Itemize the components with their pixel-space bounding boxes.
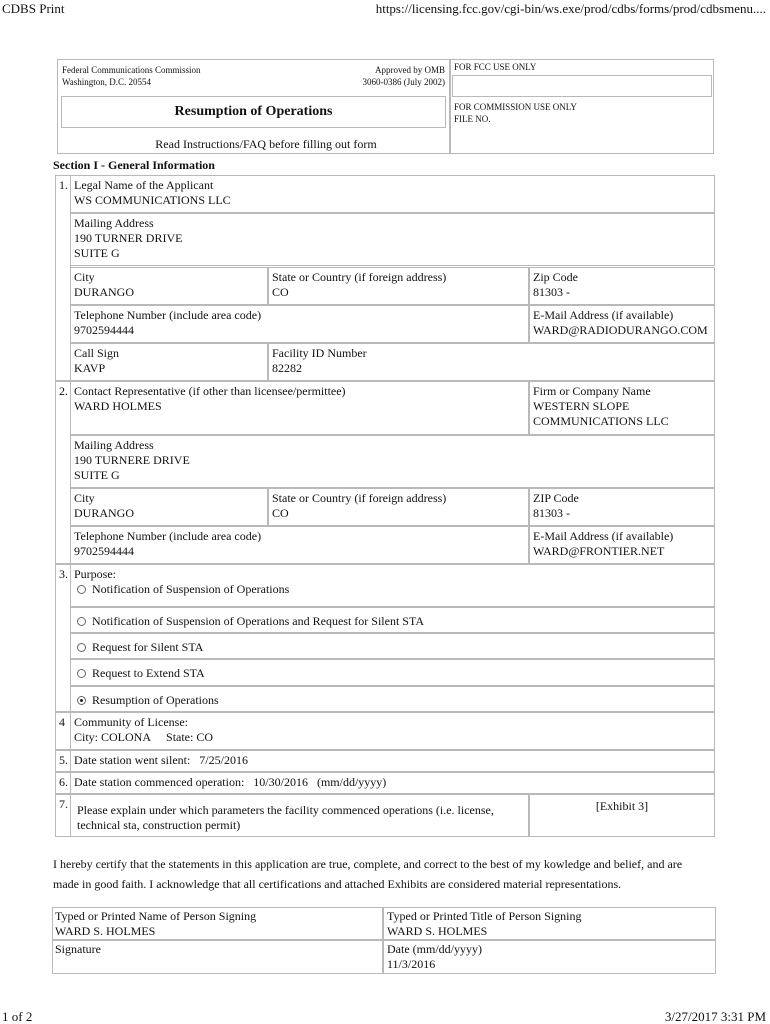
community-values	[74, 730, 711, 745]
contact-mailing-cell	[70, 435, 715, 488]
contact-zip-value: 81303 -	[533, 506, 570, 520]
contact-zip-label: ZIP Code	[533, 491, 579, 505]
certification-line1: I hereby certify that the statements in this application are true, complete, and correct to the best of my kowledge and belief, and are	[53, 857, 683, 871]
purpose-option-3-cell[interactable]	[70, 633, 715, 659]
signature-cell	[52, 940, 383, 974]
print-header-url: https://licensing.fcc.gov/cgi-bin/ws.exe/prod/cdbs/forms/prod/cdbsmenu....	[375, 1, 766, 16]
date-value: 11/3/2016	[387, 957, 436, 971]
signer-name-cell	[52, 907, 383, 940]
purpose-option-1[interactable]	[74, 582, 711, 597]
community-city: City: COLONA	[74, 730, 152, 744]
form-title: Resumption of Operations	[174, 104, 333, 119]
file-no-label: FILE NO.	[454, 114, 491, 124]
contact-email-value: WARD@FRONTIER.NET	[533, 544, 665, 558]
contact-mailing-line1: 190 TURNERE DRIVE	[74, 453, 190, 467]
facility-cell	[268, 343, 715, 381]
contact-zip-cell	[529, 488, 715, 526]
zip-value: 81303 -	[533, 285, 570, 299]
purpose-label: Purpose:	[74, 567, 116, 581]
contact-mailing-label: Mailing Address	[74, 438, 154, 452]
signer-title-cell	[383, 907, 716, 940]
print-header-title: CDBS Print	[2, 1, 65, 16]
contact-value: WARD HOLMES	[74, 399, 162, 413]
explain-line2: technical sta, construction permit)	[77, 818, 241, 832]
mailing-address-line1: 190 TURNER DRIVE	[74, 231, 183, 245]
signer-name-value: WARD S. HOLMES	[55, 924, 156, 938]
date-label: Date (mm/dd/yyyy)	[387, 942, 482, 956]
mailing-address-cell	[70, 213, 715, 266]
phone-value: 9702594444	[74, 323, 134, 337]
city-label: City	[74, 270, 95, 284]
item-number-3: 3.	[55, 564, 71, 712]
purpose-option-2-label: Notification of Suspension of Operations and Request for Silent STA	[92, 614, 424, 628]
contact-phone-label: Telephone Number (include area code)	[74, 529, 262, 543]
community-state: State: CO	[166, 730, 214, 744]
purpose-option-4-label: Request to Extend STA	[92, 666, 205, 680]
purpose-option-3-label: Request for Silent STA	[92, 640, 204, 654]
date-cell	[383, 940, 716, 974]
agency-address: Washington, D.C. 20554	[62, 77, 152, 87]
purpose-cell	[70, 564, 715, 607]
mailing-address-line2: SUITE G	[74, 246, 120, 260]
omb-approval: Approved by OMB	[375, 65, 445, 75]
contact-email-cell	[529, 526, 715, 564]
callsign-value: KAVP	[74, 361, 106, 375]
section-heading: Section I - General Information	[53, 158, 215, 172]
contact-cell	[70, 381, 529, 435]
explain-line1: Please explain under which parameters the facility commenced operations (i.e. license,	[77, 803, 494, 817]
item-number-4: 4	[55, 712, 71, 750]
purpose-radio-2[interactable]	[77, 617, 86, 626]
contact-phone-value: 9702594444	[74, 544, 134, 558]
firm-value-line2: COMMUNICATIONS LLC	[533, 414, 669, 428]
exhibit-cell	[529, 794, 715, 837]
email-label: E-Mail Address (if available)	[533, 308, 674, 322]
purpose-radio-4[interactable]	[77, 669, 86, 678]
legal-name-label: Legal Name of the Applicant	[74, 178, 214, 192]
firm-value-line1: WESTERN SLOPE	[533, 399, 630, 413]
contact-city-cell	[70, 488, 268, 526]
city-cell	[70, 267, 268, 305]
facility-label: Facility ID Number	[272, 346, 367, 360]
purpose-option-5-label: Resumption of Operations	[92, 693, 219, 707]
phone-label: Telephone Number (include area code)	[74, 308, 262, 322]
explain-cell	[70, 794, 529, 837]
exhibit-link[interactable]: [Exhibit 3]	[595, 799, 649, 813]
legal-name-value: WS COMMUNICATIONS LLC	[74, 193, 231, 207]
contact-city-label: City	[74, 491, 95, 505]
legal-name-cell	[70, 175, 715, 213]
firm-label: Firm or Company Name	[533, 384, 651, 398]
fcc-use-field	[452, 75, 712, 97]
community-label: Community of License:	[74, 715, 188, 729]
purpose-option-4-cell[interactable]	[70, 659, 715, 686]
callsign-cell	[70, 343, 268, 381]
zip-cell	[529, 267, 715, 305]
contact-state-value: CO	[272, 506, 289, 520]
purpose-radio-5-selected[interactable]	[77, 696, 86, 705]
contact-mailing-line2: SUITE G	[74, 468, 120, 482]
contact-label: Contact Representative (if other than licensee/permittee)	[74, 384, 346, 398]
mailing-address-label: Mailing Address	[74, 216, 154, 230]
firm-cell	[529, 381, 715, 435]
item-number-5: 5.	[55, 750, 71, 772]
signature-label: Signature	[55, 942, 101, 956]
phone-cell	[70, 305, 529, 343]
commenced-date-cell: Date station commenced operation: 10/30/2016 (mm/dd/yyyy)	[70, 772, 715, 794]
signer-name-label: Typed or Printed Name of Person Signing	[55, 909, 257, 923]
item-number-7: 7.	[55, 794, 71, 837]
state-label: State or Country (if foreign address)	[272, 270, 447, 284]
state-value: CO	[272, 285, 289, 299]
certification-line2: made in good faith. I acknowledge that all certifications and attached Exhibits are considered material representations.	[53, 877, 622, 891]
state-cell	[268, 267, 529, 305]
fcc-use-label: FOR FCC USE ONLY	[454, 62, 537, 72]
purpose-radio-3[interactable]	[77, 643, 86, 652]
contact-state-label: State or Country (if foreign address)	[272, 491, 447, 505]
signer-title-value: WARD S. HOLMES	[387, 924, 488, 938]
callsign-label: Call Sign	[74, 346, 120, 360]
email-cell	[529, 305, 715, 343]
instructions-text: Read Instructions/FAQ before filling out form	[155, 137, 377, 151]
email-value: WARD@RADIODURANGO.COM	[533, 323, 708, 337]
contact-state-cell	[268, 488, 529, 526]
city-value: DURANGO	[74, 285, 134, 299]
purpose-option-1-label: Notification of Suspension of Operations	[92, 582, 290, 596]
contact-city-value: DURANGO	[74, 506, 134, 520]
item-number-2: 2.	[55, 381, 71, 564]
purpose-option-2-cell[interactable]	[70, 607, 715, 633]
omb-number: 3060-0386 (July 2002)	[362, 77, 445, 87]
agency-name: Federal Communications Commission	[62, 65, 201, 75]
contact-phone-cell	[70, 526, 529, 564]
item-number-1: 1.	[55, 175, 71, 381]
silent-date-cell: Date station went silent: 7/25/2016	[70, 750, 715, 772]
community-cell	[70, 712, 715, 750]
purpose-radio-1[interactable]	[77, 585, 86, 594]
purpose-option-5-cell[interactable]	[70, 686, 715, 712]
contact-email-label: E-Mail Address (if available)	[533, 529, 674, 543]
signer-title-label: Typed or Printed Title of Person Signing	[387, 909, 582, 923]
facility-value: 82282	[272, 361, 302, 375]
print-datetime: 3/27/2017 3:31 PM	[664, 1009, 766, 1024]
zip-label: Zip Code	[533, 270, 578, 284]
item-number-6: 6.	[55, 772, 71, 794]
page-number: 1 of 2	[2, 1009, 33, 1024]
commission-use-label: FOR COMMISSION USE ONLY	[454, 102, 577, 112]
